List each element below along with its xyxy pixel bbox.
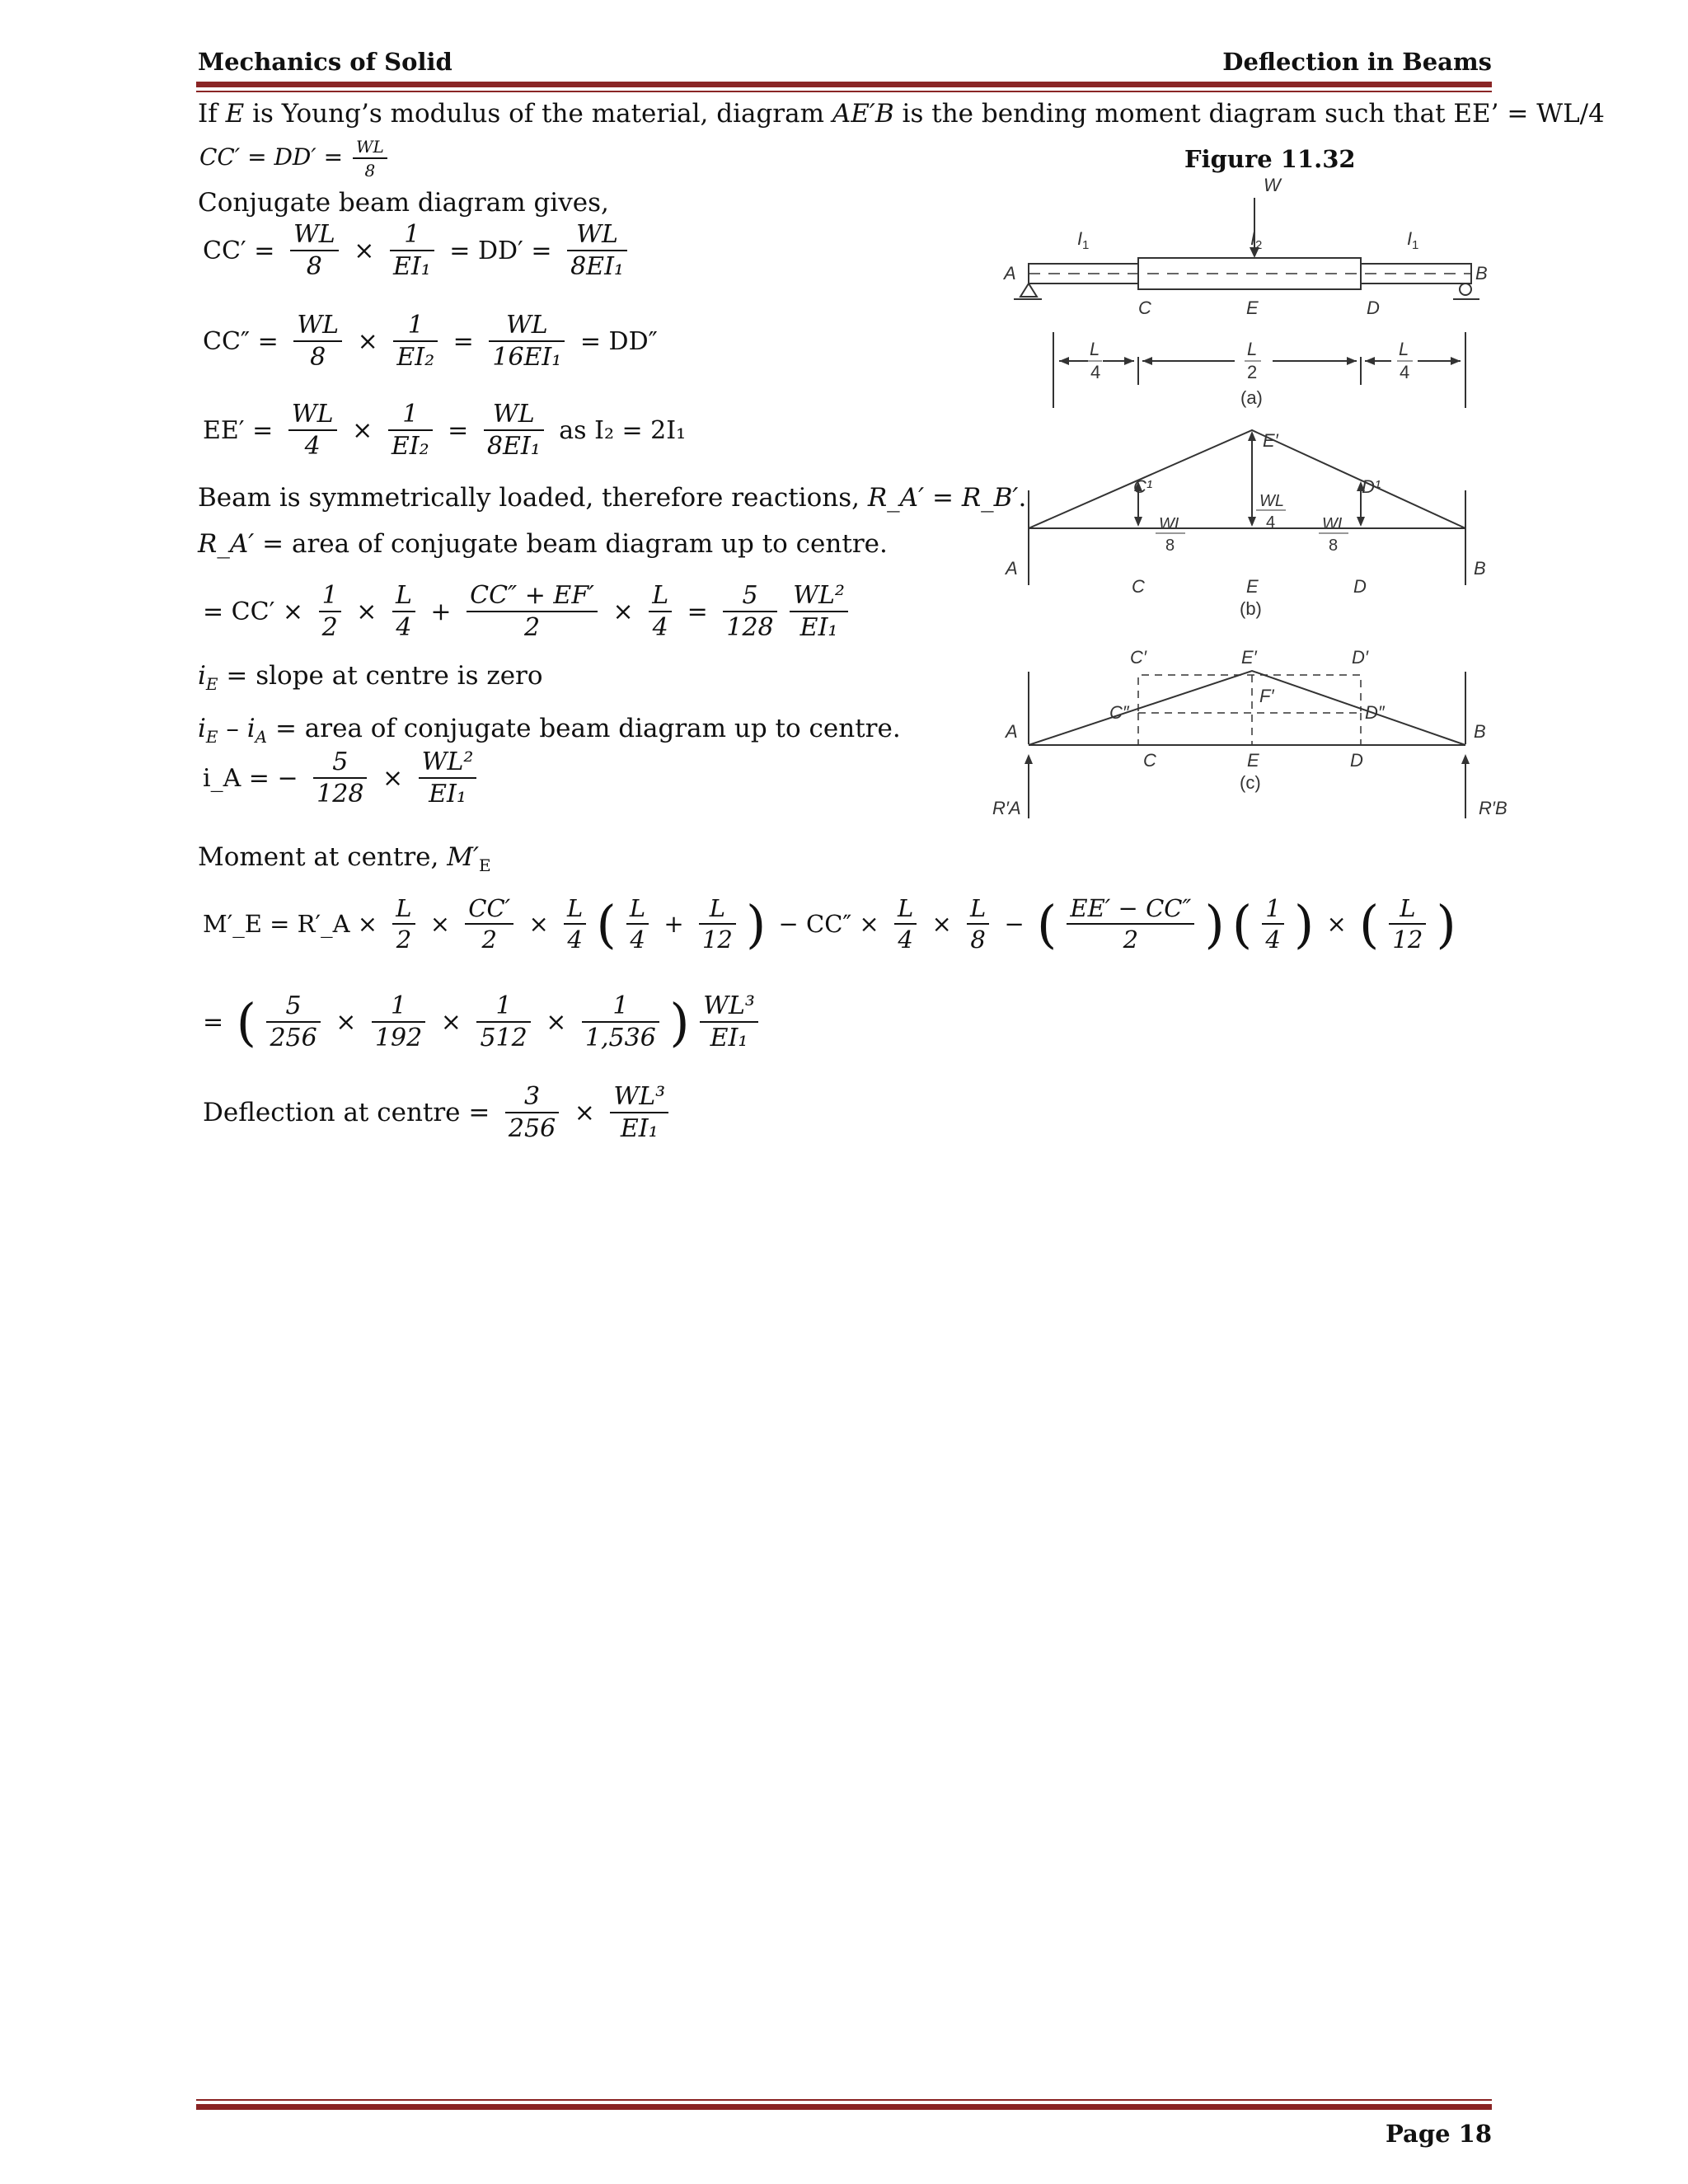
svg-text:C: C [1138, 298, 1151, 318]
slope-text: $i_E$ = slope at centre is zero [198, 661, 543, 695]
svg-text:E′: E′ [1241, 647, 1257, 668]
svg-text:L: L [1399, 339, 1409, 359]
figure-title: Figure 11.32 [1184, 145, 1356, 173]
svg-text:I: I [1250, 228, 1256, 249]
svg-text:4: 4 [1090, 362, 1101, 382]
svg-text:C′: C′ [1130, 647, 1147, 668]
svg-text:L: L [1247, 339, 1258, 359]
equation-cc-dd: CC′ = DD′ = $\frac{WL}{8}$ [199, 138, 390, 179]
equation-3: EE′ = $\frac{WL}{4}$ × $\frac{1}{\text{EI₂}}$ = $\frac{WL}{\text{8EI₁}}$ as I₂ = 2I₁ [203, 400, 687, 461]
footer-rule-thin [196, 2099, 1492, 2101]
header-rule [196, 82, 1492, 87]
header-chapter: Deflection in Beams [1222, 48, 1492, 76]
svg-text:B: B [1474, 721, 1486, 742]
svg-text:F′: F′ [1259, 686, 1274, 706]
svg-text:E: E [1247, 750, 1259, 771]
conjugate-intro: Conjugate beam diagram gives, [198, 188, 609, 218]
svg-text:1: 1 [1082, 238, 1090, 252]
svg-text:W: W [1264, 175, 1281, 195]
svg-text:B: B [1474, 558, 1486, 579]
equation-2: CC″ = $\frac{WL}{8}$ × $\frac{1}{\text{EI₂}}$ = $\frac{WL}{\text{16EI₁}}$ = DD″ [203, 311, 658, 372]
svg-text:I: I [1077, 228, 1083, 249]
svg-text:R′A: R′A [992, 798, 1021, 818]
header-title: Mechanics of Solid [198, 48, 452, 76]
equation-8-deflection: Deflection at centre = $\frac{3}{256}$ × $\frac{\text{WL³}}{\text{EI₁}}$ [198, 1085, 671, 1141]
svg-text:D: D [1350, 750, 1363, 771]
svg-text:(b): (b) [1240, 598, 1262, 619]
svg-text:A: A [1006, 558, 1018, 579]
svg-text:L: L [1090, 339, 1100, 359]
footer-rule [196, 2104, 1492, 2110]
svg-text:C: C [1143, 750, 1156, 771]
ra-area-text: R_A′ = area of conjugate beam diagram up to centre. [198, 529, 888, 559]
svg-text:D: D [1353, 576, 1367, 597]
svg-text:E: E [1246, 298, 1259, 318]
svg-text:2: 2 [1247, 362, 1258, 382]
svg-text:4: 4 [1400, 362, 1410, 382]
svg-text:8: 8 [1329, 537, 1339, 555]
equation-6: M′_E = R′_A × $\frac{L}{2}$ × $\frac{CC'}{2}$ × $\frac{L}{4}$ ( $\frac{L}{4}$ + $\frac{L}{12}$ ) − CC″ × $\frac{L}{4}$ × $\frac{L}{8}$ − ( $\frac{EE' - CC''}{2}$ ) ( $\frac{1}{4}$ ) × ( $\frac{L}{12}$ ) [203, 893, 1456, 954]
svg-text:1: 1 [1412, 238, 1419, 252]
bm-diagram-b [1029, 430, 1465, 585]
beam-left-segment [1029, 264, 1138, 284]
reactions-text: Beam is symmetrically loaded, therefore reactions, R_A′ = R_B′. [198, 483, 1027, 513]
svg-text:I: I [1407, 228, 1413, 249]
svg-text:C¹: C¹ [1133, 476, 1153, 497]
equation-7: = ( $\frac{5}{256}$ × $\frac{1}{192}$ × $\frac{1}{512}$ × $\frac{1}{1,536}$ ) $\frac{\text{WL³}}{\text{EI₁}}$ [198, 994, 761, 1051]
moment-text: Moment at centre, $M'_E$ [198, 842, 491, 876]
svg-text:D′: D′ [1352, 647, 1369, 668]
svg-text:(c): (c) [1240, 772, 1261, 793]
svg-text:E: E [1246, 576, 1259, 597]
svg-text:D″: D″ [1365, 702, 1385, 723]
page-number: Page 18 [1386, 2120, 1492, 2148]
intro-paragraph: If E is Young’s modulus of the material, diagram AE′B is the bending moment diagram such that EE’ = WL/4 [198, 99, 1605, 129]
svg-text:D¹: D¹ [1362, 476, 1381, 497]
svg-text:WL: WL [1322, 515, 1347, 533]
svg-text:(a): (a) [1240, 387, 1263, 408]
conjugate-diagram-c [1025, 671, 1470, 818]
slope-difference-text: $i_E - i_A$ = area of conjugate beam diagram up to centre. [198, 714, 901, 748]
svg-text:A: A [1006, 721, 1018, 742]
header-rule-thin [196, 91, 1492, 92]
svg-text:R′B: R′B [1479, 798, 1507, 818]
svg-text:C″: C″ [1109, 702, 1129, 723]
svg-text:C: C [1132, 576, 1145, 597]
svg-text:8: 8 [1165, 537, 1175, 555]
svg-text:A: A [1004, 263, 1016, 284]
svg-text:2: 2 [1255, 238, 1263, 252]
beam-figure [973, 169, 1533, 828]
svg-text:D: D [1367, 298, 1380, 318]
svg-text:WL: WL [1159, 515, 1184, 533]
svg-text:E′: E′ [1263, 430, 1278, 451]
svg-text:WL: WL [1259, 492, 1284, 510]
equation-5: i_A = − $\frac{5}{128}$ × $\frac{\text{WL²}}{\text{EI₁}}$ [198, 750, 479, 807]
equation-1: CC′ = $\frac{WL}{8}$ × $\frac{1}{\text{EI₁}}$ = DD′ = $\frac{WL}{\text{8EI₁}}$ [198, 223, 630, 279]
equation-4: = CC′ × $\frac{1}{2}$ × $\frac{L}{4}$ + $\frac{CC'' + EF'}{2}$ × $\frac{L}{4}$ = $\frac{5}{128}$ $\frac{\text{WL²}}{\text{EI₁}}$ [198, 583, 851, 640]
svg-text:4: 4 [1266, 513, 1276, 532]
svg-text:B: B [1475, 263, 1488, 284]
